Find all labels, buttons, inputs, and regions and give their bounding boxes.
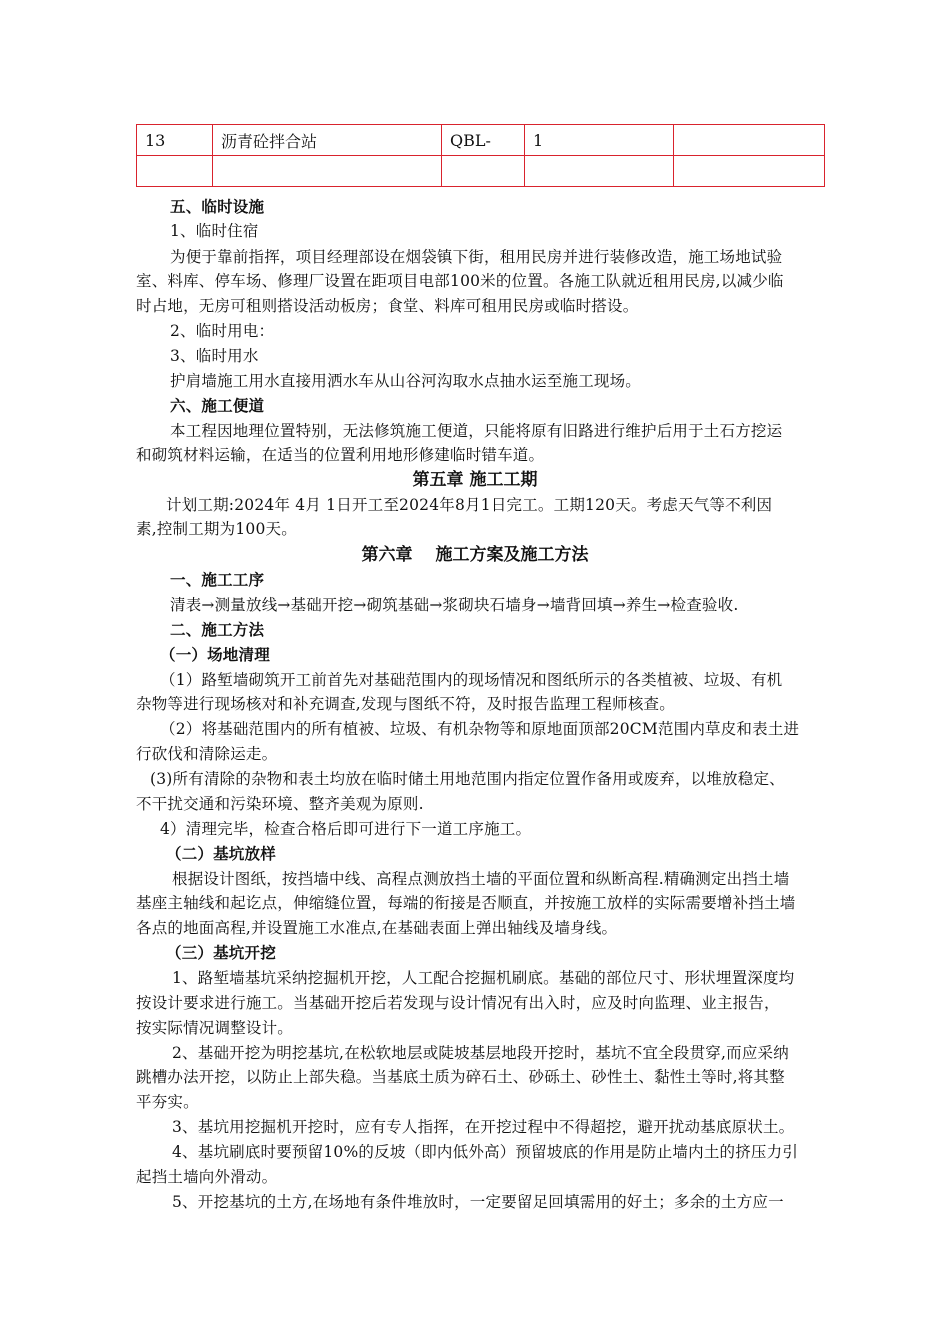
table-cell xyxy=(674,156,825,187)
table-cell xyxy=(137,156,213,187)
table-cell: 沥青砼拌合站 xyxy=(213,125,442,156)
paragraph-line: 5、开挖基坑的土方,在场地有条件堆放时，一定要留足回填需用的好土；多余的土方应一 xyxy=(172,1193,784,1211)
table-cell: 13 xyxy=(137,125,213,156)
paragraph-line: (3)所有清除的杂物和表土均放在临时储土用地范围内指定位置作备用或废弃，以堆放稳定、 xyxy=(150,770,785,788)
paragraph-line: 清表→测量放线→基础开挖→砌筑基础→浆砌块石墙身→墙背回填→养生→检查验收. xyxy=(170,596,739,614)
section-heading: 五、临时设施 xyxy=(170,197,265,216)
paragraph-line: 和砌筑材料运输，在适当的位置利用地形修建临时错车道。 xyxy=(136,446,545,464)
section-heading: 一、施工工序 xyxy=(170,570,265,589)
paragraph-line: 3、基坑用挖掘机开挖时，应有专人指挥，在开挖过程中不得超挖，避开扰动基底原状土。 xyxy=(172,1118,795,1136)
section-heading: 二、施工方法 xyxy=(170,620,265,639)
subheading: 3、临时用水 xyxy=(170,347,259,365)
equipment-table xyxy=(136,124,825,187)
table-cell xyxy=(674,125,825,156)
paragraph-line: 时占地，无房可租则搭设活动板房；食堂、料库可租用民房或临时搭设。 xyxy=(136,297,639,315)
table-cell xyxy=(442,156,525,187)
paragraph-line: （2）将基础范围内的所有植被、垃圾、有机杂物等和原地面顶部20CM范围内草皮和表土进 xyxy=(160,720,800,738)
paragraph-line: 2、基础开挖为明挖基坑,在松软地层或陡坡基层地段开挖时，基坑不宜全段贯穿,而应采纳 xyxy=(172,1044,789,1062)
paragraph-line: 不干扰交通和污染环境、整齐美观为原则. xyxy=(136,795,424,813)
subsection-heading: （三）基坑开挖 xyxy=(166,943,276,962)
table-cell: 1 xyxy=(525,125,674,156)
paragraph-line: 平夯实。 xyxy=(136,1093,199,1111)
subsection-heading: （二）基坑放样 xyxy=(166,844,276,863)
paragraph-line: 本工程因地理位置特别，无法修筑施工便道，只能将原有旧路进行维护后用于土石方挖运 xyxy=(170,422,783,440)
paragraph-line: 4）清理完毕，检查合格后即可进行下一道工序施工。 xyxy=(160,820,532,838)
paragraph-line: 1、路堑墙基坑采纳挖掘机开挖，人工配合挖掘机刷底。基础的部位尺寸、形状埋置深度均 xyxy=(172,969,795,987)
paragraph-line: 按实际情况调整设计。 xyxy=(136,1019,294,1037)
paragraph-line: 根据设计图纸，按挡墙中线、高程点测放挡土墙的平面位置和纵断高程.精确测定出挡土墙 xyxy=(172,870,790,888)
subsection-heading: （一）场地清理 xyxy=(160,645,270,664)
table-cell xyxy=(525,156,674,187)
paragraph-line: 按设计要求进行施工。当基础开挖后若发现与设计情况有出入时，应及时向监理、业主报告， xyxy=(136,994,780,1012)
chapter-title: 第五章 施工工期 xyxy=(412,470,538,490)
paragraph-line: 各点的地面高程,并设置施工水准点,在基础表面上弹出轴线及墙身线。 xyxy=(136,919,618,937)
subheading: 2、临时用电： xyxy=(170,322,275,340)
paragraph-line: 4、基坑刷底时要预留10%的反坡（即内低外高）预留坡底的作用是防止墙内土的挤压力引 xyxy=(172,1143,799,1161)
paragraph-line: 跳槽办法开挖，以防止上部失稳。当基底土质为碎石土、砂砾土、砂性土、黏性土等时,将其整 xyxy=(136,1068,785,1086)
table-row xyxy=(137,125,825,156)
table-cell xyxy=(213,156,442,187)
table-row xyxy=(137,156,825,187)
paragraph-line: 素,控制工期为100天。 xyxy=(136,520,297,538)
subheading: 1、临时住宿 xyxy=(170,222,259,240)
paragraph-line: 计划工期:2024年 4月 1日开工至2024年8月1日完工。工期120天。考虑天气等不利因 xyxy=(166,496,773,514)
paragraph-line: 起挡土墙向外滑动。 xyxy=(136,1168,278,1186)
paragraph-line: 行砍伐和清除运走。 xyxy=(136,745,278,763)
paragraph-line: （1）路堑墙砌筑开工前首先对基础范围内的现场情况和图纸所示的各类植被、垃圾、有机 xyxy=(160,671,783,689)
paragraph-line: 护肩墙施工用水直接用洒水车从山谷河沟取水点抽水运至施工现场。 xyxy=(170,372,642,390)
table-cell: QBL- xyxy=(442,125,525,156)
paragraph-line: 为便于靠前指挥，项目经理部设在烟袋镇下街，租用民房并进行装修改造，施工场地试验 xyxy=(170,248,783,266)
paragraph-line: 室、料库、停车场、修理厂设置在距项目电部100米的位置。各施工队就近租用民房,以减少临 xyxy=(136,272,784,290)
chapter-title: 第六章 施工方案及施工方法 xyxy=(361,545,589,565)
paragraph-line: 基座主轴线和起讫点，伸缩缝位置，每端的衔接是否顺直，并按施工放样的实际需要增补挡土墙 xyxy=(136,894,796,912)
paragraph-line: 杂物等进行现场核对和补充调查,发现与图纸不符，及时报告监理工程师核查。 xyxy=(136,695,675,713)
section-heading: 六、施工便道 xyxy=(170,396,265,415)
